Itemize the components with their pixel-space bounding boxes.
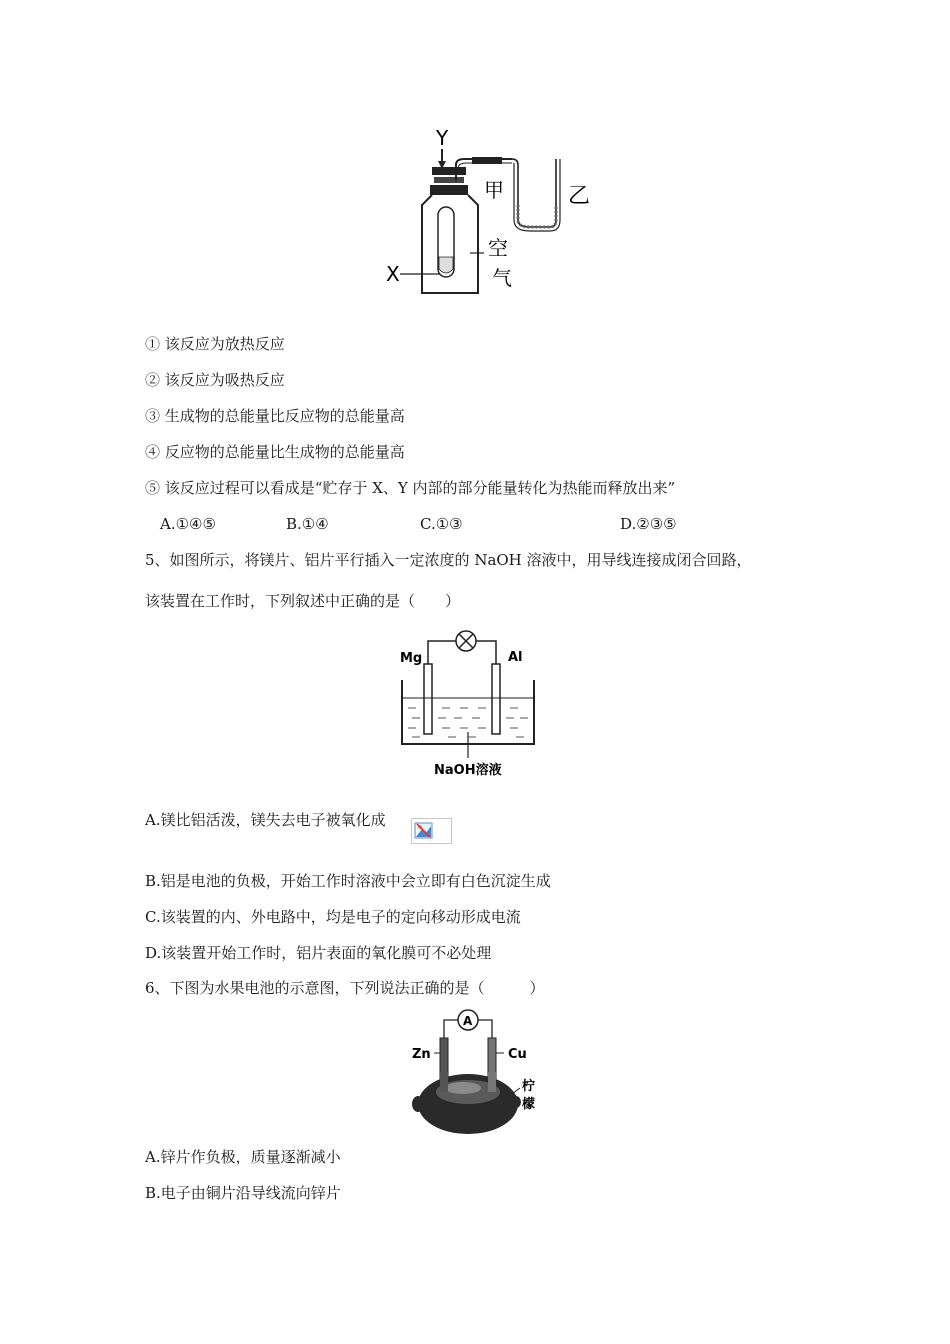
- figure-mg-al-cell: [398, 624, 540, 780]
- figure-gas-bottle-apparatus: [380, 125, 610, 300]
- q6-option-b: B.电子由铜片沿导线流向锌片: [145, 1184, 341, 1202]
- statement-5: ⑤ 该反应过程可以看成是“贮存于 X、Y 内部的部分能量转化为热能而释放出来”: [145, 479, 676, 497]
- statement-4: ④ 反应物的总能量比生成物的总能量高: [145, 443, 405, 461]
- mg-al-cell-diagram: [398, 624, 540, 780]
- label-ammeter: A: [463, 1014, 473, 1028]
- q5-option-d: D.该装置开始工作时，铝片表面的氧化膜可不必处理: [145, 944, 492, 962]
- label-zn: Zn: [412, 1047, 431, 1062]
- label-air-1: 空: [488, 236, 508, 260]
- q5-stem-line-2: 该装置在工作时，下列叙述中正确的是（ ）: [145, 592, 461, 610]
- label-lemon-1: 柠: [522, 1079, 536, 1094]
- lemon-battery-diagram: [408, 1008, 544, 1140]
- q6-stem: 6、下图为水果电池的示意图，下列说法正确的是（ ）: [145, 979, 545, 997]
- gas-bottle-diagram: [380, 125, 610, 300]
- q6-option-a: A.锌片作负极，质量逐渐减小: [145, 1148, 341, 1166]
- label-mg: Mg: [400, 651, 423, 666]
- q4-option-c: C.①③: [420, 515, 463, 533]
- label-al: Al: [508, 650, 523, 665]
- statement-2: ② 该反应为吸热反应: [145, 371, 285, 389]
- label-lemon-2: 檬: [522, 1097, 536, 1112]
- statement-1: ① 该反应为放热反应: [145, 335, 285, 353]
- label-naoh-solution: NaOH溶液: [434, 763, 502, 778]
- figure-lemon-battery: [408, 1008, 544, 1140]
- broken-image-icon: [411, 818, 452, 844]
- q5-option-c: C.该装置的内、外电路中，均是电子的定向移动形成电流: [145, 908, 521, 926]
- statement-3: ③ 生成物的总能量比反应物的总能量高: [145, 407, 405, 425]
- q5-option-a: A.镁比铝活泼，镁失去电子被氧化成: [145, 811, 386, 829]
- label-y: Y: [436, 126, 449, 150]
- q5-option-b: B.铝是电池的负极，开始工作时溶液中会立即有白色沉淀生成: [145, 872, 551, 890]
- q4-option-b: B.①④: [286, 515, 329, 533]
- label-yi: 乙: [568, 184, 591, 209]
- label-cu: Cu: [508, 1047, 527, 1062]
- q4-option-a: A.①④⑤: [160, 515, 216, 533]
- q5-stem-line-1: 5、如图所示，将镁片、铝片平行插入一定浓度的 NaOH 溶液中，用导线连接成闭合回路，: [145, 551, 752, 569]
- label-x: X: [386, 262, 400, 286]
- label-jia: 甲: [484, 178, 504, 202]
- label-air-2: 气: [492, 266, 512, 290]
- q4-option-d: D.②③⑤: [620, 515, 677, 533]
